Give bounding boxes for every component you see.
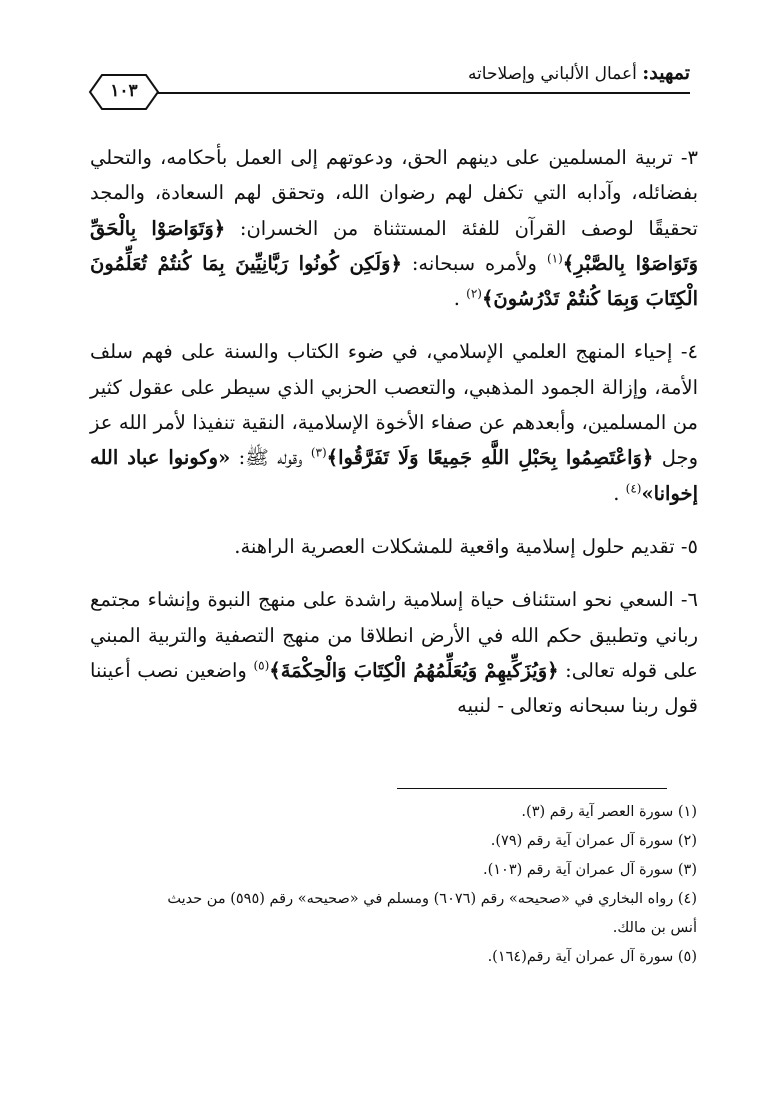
footnote-ref: (١) xyxy=(546,251,563,266)
item-number: ٦- xyxy=(680,588,698,612)
page-number: ١٠٣ xyxy=(110,81,138,101)
footnote-ref: (٣) xyxy=(310,445,327,460)
quran-verse: ﴿وَلَكِن كُونُوا رَبَّانِيِّينَ بِمَا كُنتُمْ تُعَلِّمُونَ الْكِتَابَ وَبِمَا كُنتُمْ تَدْرُسُونَ﴾ xyxy=(90,251,698,311)
item-number: ٣- xyxy=(680,146,698,169)
footnote-ref: (٢) xyxy=(466,286,482,301)
footnote-ref: (٥) xyxy=(253,658,270,673)
item-number: ٥- xyxy=(680,534,698,558)
footnote-continuation: أنس بن مالك. xyxy=(612,920,697,936)
item-text: . xyxy=(613,481,620,505)
footnote: (٤) رواه البخاري في «صحيحه» رقم (٦٠٧٦) ومسلم في «صحيحه» رقم (٥٩٥) من حديث xyxy=(167,891,697,907)
item-text: واضعين نصب أعيننا قول ربنا سبحانه وتعالى - لنبيه xyxy=(90,658,698,718)
hadith-quote: «وكونوا عباد الله إخوانا» xyxy=(90,446,698,505)
item-text: السعي نحو استئناف حياة إسلامية راشدة على منهج النبوة وإنشاء مجتمع رباني وتطبيق حكم الله في الأرض انطلاقا من منهج التصفية والتربية المبني على قوله تعالى: xyxy=(90,588,699,682)
list-item xyxy=(90,140,698,316)
item-text: ولأمره سبحانه: xyxy=(411,251,537,275)
item-text: تربية المسلمين على دينهم الحق، ودعوتهم إلى العمل بأحكامه، والتحلي بفضائله، وآدابه التي تكفل لهم رضوان الله، وتحقق لهم السعادة، والمجد تحقيقًا لوصف القرآن للفئة المستثناة من الخسران: xyxy=(90,146,698,240)
item-text: إحياء المنهج العلمي الإسلامي، في ضوء الكتاب والسنة على فهم سلف الأمة، وإزالة الجمود المذهبي، والتعصب الحزبي الذي سيطر على عقول كثير من المسلمين، وأبعدهم عن صفاء الأخوة الإسلامية، النقية تنفيذا لأمر الله عز وجل xyxy=(90,340,699,470)
running-title-chapter: تمهيد: xyxy=(642,62,690,84)
footnotes xyxy=(92,798,697,972)
quran-verse: ﴿وَتَوَاصَوْا بِالْحَقِّ وَتَوَاصَوْا بِالصَّبْرِ﴾ xyxy=(90,216,698,275)
footnote: (٣) سورة آل عمران آية رقم (١٠٣). xyxy=(482,862,697,878)
footnote-separator xyxy=(397,788,667,789)
quran-verse: ﴿وَيُزَكِّيهِمْ وَيُعَلِّمُهُمُ الْكِتَابَ وَالْحِكْمَةَ﴾ xyxy=(269,658,559,682)
footnote: (٢) سورة آل عمران آية رقم (٧٩). xyxy=(490,833,697,849)
item-text: وقوله ﷺ: xyxy=(238,446,303,470)
item-text: تقديم حلول إسلامية واقعية للمشكلات العصرية الراهنة. xyxy=(234,534,675,558)
page-number-badge xyxy=(88,73,160,111)
item-number: ٤- xyxy=(680,340,698,364)
header-rule xyxy=(142,92,690,94)
footnote: (١) سورة العصر آية رقم (٣). xyxy=(521,804,697,820)
main-text xyxy=(90,140,698,741)
page-header xyxy=(88,58,690,110)
footnote: (٥) سورة آل عمران آية رقم(١٦٤). xyxy=(487,949,697,965)
running-title-subject: أعمال الألباني وإصلاحاته xyxy=(467,64,637,84)
item-text: . xyxy=(453,287,460,311)
footnote-ref: (٤) xyxy=(625,481,642,496)
list-item xyxy=(90,582,698,723)
list-item xyxy=(90,529,698,564)
quran-verse: ﴿وَاعْتَصِمُوا بِحَبْلِ اللَّهِ جَمِيعًا وَلَا تَفَرَّقُوا﴾ xyxy=(326,446,654,470)
list-item xyxy=(90,334,698,510)
running-title xyxy=(468,62,690,84)
